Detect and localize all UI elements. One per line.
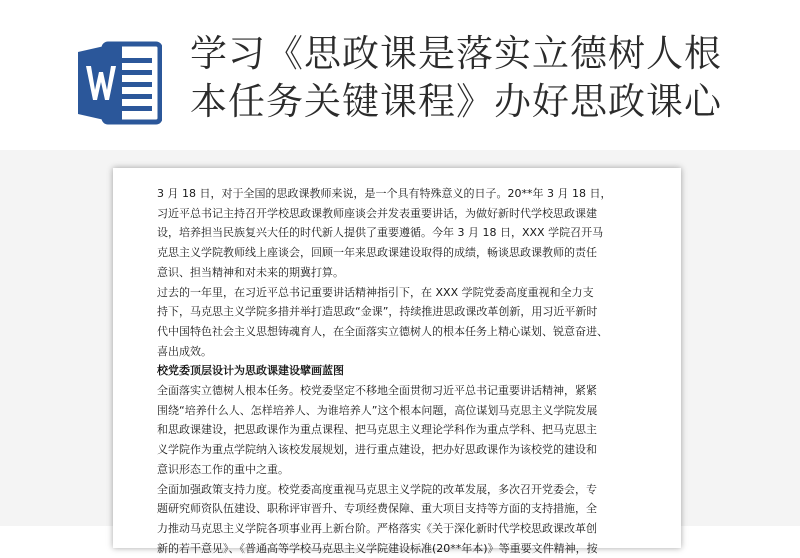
text-line: 意识、担当精神和对未来的期冀打算。 [157, 265, 344, 279]
text-line: 围绕“培养什么人、怎样培养人、为谁培养人”这个根本问题，高位谋划马克思主义学院发展 [157, 403, 598, 417]
text-line: 代中国特色社会主义思想铸魂育人，在全面落实立德树人的根本任务上精心谋划、锐意奋进、 [157, 324, 608, 338]
text-line: 力推动马克思主义学院各项事业再上新台阶。严格落实《关于深化新时代学校思政课改革创 [157, 521, 597, 535]
page-title [190, 30, 790, 126]
text-line: 全面加强政策支持力度。校党委高度重视马克思主义学院的改革发展，多次召开党委会，专 [157, 482, 597, 496]
title-line: 学习《思政课是落实立德树人根 [190, 32, 722, 75]
text-line: 意识形态工作的重中之重。 [157, 462, 289, 476]
text-line: 义学院作为重点学院纳入该校发展规划，进行重点建设，把办好思政课作为该校党的建设和 [157, 443, 597, 457]
text-line: 3 月 18 日，对于全国的思政课教师来说，是一个具有特殊意义的日子。20**年 3 月 18 日， [157, 187, 612, 200]
document-page[interactable] [113, 168, 681, 555]
text-line: 过去的一年里，在习近平总书记重要讲话精神指引下，在 XXX 学院党委高度重视和全力支 [157, 285, 594, 299]
text-line: 全面落实立德树人根本任务。校党委坚定不移地全面贯彻习近平总书记重要讲话精神，紧紧 [157, 384, 597, 398]
section-heading: 校党委顶层设计为思政课建设擘画蓝图 [157, 364, 344, 378]
word-icon [78, 38, 162, 128]
text-line: 克思主义学院教师线上座谈会，回顾一年来思政课建设取得的成绩，畅谈思政课教师的责任 [157, 246, 597, 260]
text-line: 习近平总书记主持召开学校思政课教师座谈会并发表重要讲话，为做好新时代学校思政课建 [157, 206, 597, 220]
text-line: 新的若干意见》、《普通高等学校马克思主义学院建设标准(20**年本)》等重要文件精神，按 [157, 541, 598, 555]
text-line: 喜出成效。 [157, 344, 212, 358]
document-body [157, 184, 641, 558]
text-line: 持下，马克思主义学院多措并举打造思政“金课”，持续推进思政课改革创新，用习近平新时 [157, 305, 598, 319]
text-line: 和思政课建设，把思政课作为重点课程、把马克思主义理论学科作为重点学科、把马克思主 [157, 423, 597, 437]
header-banner [0, 0, 800, 165]
title-line: 本任务关键课程》办好思政课心 [190, 80, 722, 123]
text-line: 题研究师资队伍建设、职称评审晋升、专项经费保障、重大项目支持等方面的支持措施，全 [157, 502, 597, 516]
text-line: 设，培养担当民族复兴大任的时代新人提供了重要遵循。今年 3 月 18 日，XXX 学院召开马 [157, 226, 604, 240]
